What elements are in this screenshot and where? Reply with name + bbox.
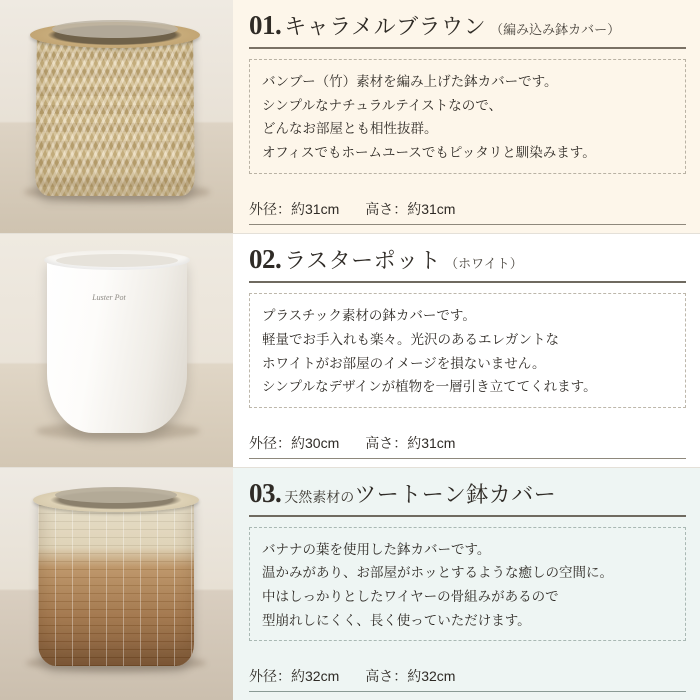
product-number: 03. — [249, 477, 282, 508]
description-line: バナナの葉を使用した鉢カバーです。 — [262, 541, 491, 557]
product-heading-1 — [249, 10, 686, 49]
description-line: プラスチック素材の鉢カバーです。 — [262, 308, 476, 324]
pot-logo-text: Luster Pot — [92, 293, 126, 303]
basket-liner — [52, 20, 178, 38]
spec-height: 高さ：約31cm — [365, 201, 456, 218]
product-title: キャラメルブラウン — [284, 14, 487, 39]
product-content-3 — [233, 468, 700, 700]
product-spec-2 — [249, 426, 686, 459]
description-line: オフィスでもホームユースでもピッタリと馴染みます。 — [262, 144, 596, 160]
basket-liner — [55, 487, 177, 503]
product-spec-1 — [249, 192, 686, 225]
bamboo-basket-body — [35, 31, 195, 196]
product-content-1 — [233, 0, 700, 233]
product-photo-3 — [0, 468, 233, 700]
description-line: 軽量でお手入れも楽々。光沢のあるエレガントな — [262, 331, 559, 347]
description-line: シンプルなナチュラルテイストなので、 — [262, 97, 502, 113]
basket-wire-frame — [38, 496, 194, 666]
product-title: ツートーン鉢カバー — [354, 481, 557, 507]
description-line: 中はしっかりとしたワイヤーの骨組みがあるので — [262, 588, 559, 604]
product-spec-3 — [249, 659, 686, 692]
product-title-suffix: （編み込み鉢カバー） — [490, 22, 621, 37]
product-content-2 — [233, 234, 700, 466]
spec-height: 高さ：約31cm — [365, 434, 456, 451]
product-description-3 — [249, 527, 686, 642]
product-photo-2 — [0, 234, 233, 466]
product-title-prefix: 天然素材の — [284, 488, 355, 505]
product-number: 02. — [249, 244, 282, 275]
product-description-2 — [249, 293, 686, 408]
description-line: どんなお部屋とも相性抜群。 — [262, 121, 438, 137]
description-line: ホワイトがお部屋のイメージを損ないません。 — [262, 355, 546, 371]
spec-height: 高さ：約32cm — [365, 667, 456, 684]
description-line: バンブー（竹）素材を編み上げた鉢カバーです。 — [262, 74, 558, 89]
product-description-1 — [249, 59, 686, 174]
product-title-suffix: （ホワイト） — [445, 256, 523, 272]
description-line: 温かみがあり、お部屋がホッとするような癒しの空間に。 — [262, 565, 613, 581]
product-section-1 — [0, 0, 700, 233]
white-pot-body — [47, 258, 187, 433]
product-number: 01. — [249, 10, 282, 40]
product-section-3 — [0, 467, 700, 700]
spec-outer-diameter: 外径：約30cm — [249, 434, 340, 451]
product-section-2 — [0, 233, 700, 466]
spec-outer-diameter: 外径：約32cm — [249, 667, 340, 684]
spec-outer-diameter: 外径：約31cm — [249, 201, 340, 218]
product-heading-2 — [249, 244, 686, 283]
product-title: ラスターポット — [284, 248, 442, 274]
product-heading-3 — [249, 478, 686, 517]
product-photo-1 — [0, 0, 233, 233]
description-line: 型崩れしにくく、長く使っていただけます。 — [262, 612, 531, 628]
description-line: シンプルなデザインが植物を一層引き立ててくれます。 — [262, 379, 597, 395]
